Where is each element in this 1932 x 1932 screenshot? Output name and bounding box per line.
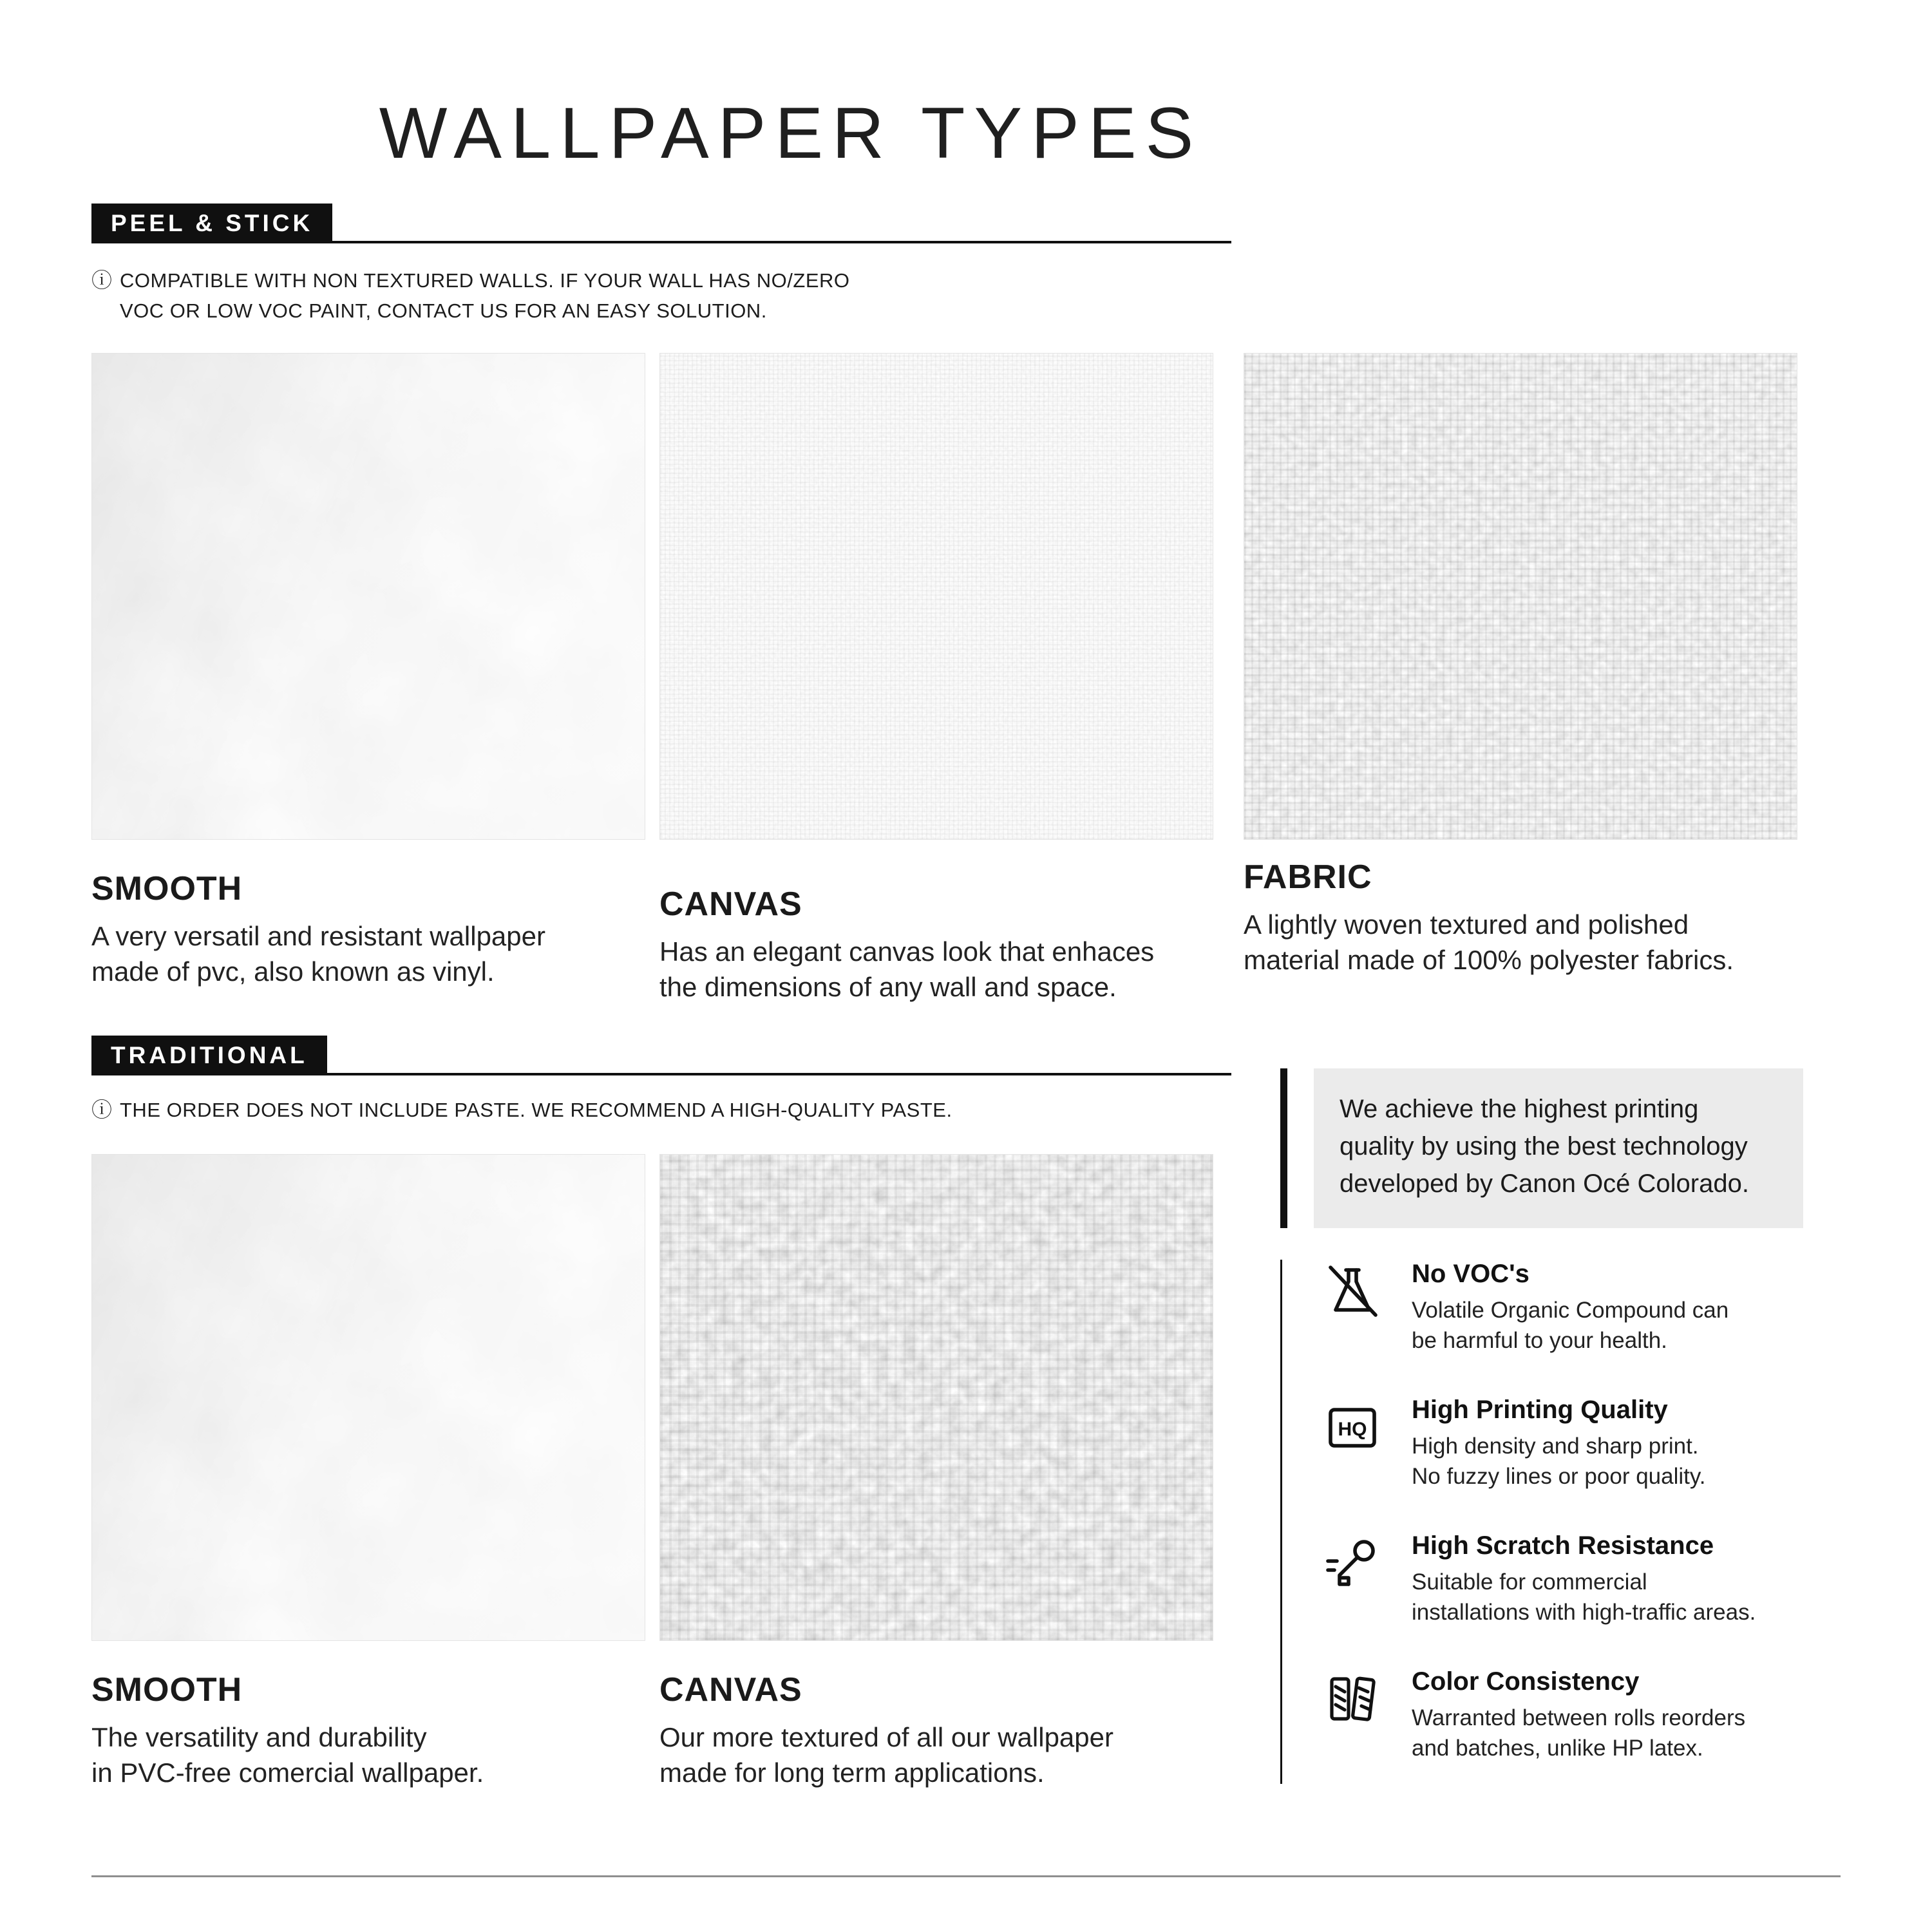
highlight-line: developed by Canon Océ Colorado.	[1340, 1170, 1749, 1198]
feature-text	[1412, 1531, 1756, 1627]
swatch-description-line: Our more textured of all our wallpaper	[659, 1722, 1113, 1752]
feature-title: No VOC's	[1412, 1260, 1530, 1288]
feature-description-line: High density and sharp print.	[1412, 1434, 1699, 1459]
note-line: COMPATIBLE WITH NON TEXTURED WALLS. IF YOUR WALL HAS NO/ZERO	[120, 269, 850, 292]
traditional-badge: TRADITIONAL	[91, 1036, 327, 1075]
peel-stick-badge: PEEL & STICK	[91, 204, 332, 243]
page-title: WALLPAPER TYPES	[379, 93, 1203, 173]
hq-icon	[1321, 1397, 1383, 1459]
swatch-description-line: A lightly woven textured and polished	[1244, 909, 1689, 940]
feature-description-line: Warranted between rolls reorders	[1412, 1705, 1746, 1730]
feature-description-line: and batches, unlike HP latex.	[1412, 1736, 1703, 1761]
feature-description-line: Volatile Organic Compound can	[1412, 1298, 1729, 1323]
scratch-resistance-icon	[1321, 1533, 1383, 1595]
swatch-name: SMOOTH	[91, 1671, 243, 1709]
swatch-description-line: made for long term applications.	[659, 1757, 1045, 1788]
feature-description-line: installations with high-traffic areas.	[1412, 1600, 1756, 1625]
canvas-texture-swatch	[659, 353, 1213, 840]
feature-description-line: Suitable for commercial	[1412, 1569, 1647, 1595]
features-divider-line	[1280, 1260, 1282, 1784]
feature-text	[1412, 1396, 1706, 1492]
bottom-divider-line	[91, 1875, 1841, 1877]
swatch-description-line: Has an elegant canvas look that enhaces	[659, 936, 1155, 967]
note-line: THE ORDER DOES NOT INCLUDE PASTE. WE RECOMMEND A HIGH-QUALITY PASTE.	[120, 1099, 952, 1121]
swatch-name: CANVAS	[659, 1671, 802, 1709]
feature-description-line: be harmful to your health.	[1412, 1328, 1667, 1353]
swatch-name: SMOOTH	[91, 870, 243, 907]
swatch-description	[91, 918, 645, 989]
swatch-description-line: The versatility and durability	[91, 1722, 427, 1752]
peel-stick-section-header	[91, 204, 1231, 243]
traditional-note	[91, 1095, 952, 1125]
hq-icon-label: HQ	[1338, 1419, 1367, 1440]
feature-title: High Scratch Resistance	[1412, 1531, 1714, 1560]
printing-quality-highlight	[1314, 1068, 1803, 1228]
swatch-description-line: made of pvc, also known as vinyl.	[91, 956, 495, 987]
feature-description-line: No fuzzy lines or poor quality.	[1412, 1464, 1706, 1489]
color-consistency-icon	[1321, 1669, 1383, 1730]
swatch-description	[659, 934, 1213, 1005]
swatch-description	[659, 1719, 1213, 1790]
feature-no-voc	[1321, 1260, 1856, 1356]
swatch-description-line: material made of 100% polyester fabrics.	[1244, 945, 1734, 975]
traditional-section-header	[91, 1036, 1231, 1075]
feature-title: High Printing Quality	[1412, 1396, 1668, 1424]
fabric-texture-swatch	[1244, 353, 1797, 840]
smooth-texture-swatch	[91, 1154, 645, 1641]
peel-stick-smooth-card	[91, 353, 645, 989]
info-icon: ⓘ	[91, 1098, 113, 1121]
peel-stick-note	[91, 265, 850, 326]
feature-text	[1412, 1260, 1728, 1356]
peel-stick-fabric-card	[1244, 353, 1797, 978]
feature-high-printing-quality	[1321, 1396, 1856, 1492]
swatch-description	[91, 1719, 645, 1790]
swatch-description	[1244, 907, 1797, 978]
traditional-smooth-card	[91, 1154, 645, 1790]
traditional-canvas-card	[659, 1154, 1213, 1790]
feature-title: Color Consistency	[1412, 1667, 1640, 1696]
feature-text	[1412, 1667, 1745, 1763]
swatch-description-line: in PVC-free comercial wallpaper.	[91, 1757, 484, 1788]
no-voc-icon	[1321, 1261, 1383, 1323]
peel-stick-canvas-card	[659, 353, 1213, 1005]
rough-canvas-texture-swatch	[659, 1154, 1213, 1641]
smooth-texture-swatch	[91, 353, 645, 840]
swatch-description-line: the dimensions of any wall and space.	[659, 972, 1117, 1002]
swatch-name: CANVAS	[659, 886, 802, 923]
swatch-name: FABRIC	[1244, 858, 1372, 896]
feature-high-scratch-resistance	[1321, 1531, 1856, 1627]
note-line: VOC OR LOW VOC PAINT, CONTACT US FOR AN EASY SOLUTION.	[120, 299, 767, 322]
feature-color-consistency	[1321, 1667, 1856, 1763]
features-list	[1321, 1260, 1856, 1803]
highlight-line: We achieve the highest printing	[1340, 1095, 1699, 1123]
highlight-accent-bar	[1280, 1068, 1287, 1228]
info-icon: ⓘ	[91, 269, 113, 292]
highlight-line: quality by using the best technology	[1340, 1132, 1748, 1160]
swatch-description-line: A very versatil and resistant wallpaper	[91, 921, 545, 951]
